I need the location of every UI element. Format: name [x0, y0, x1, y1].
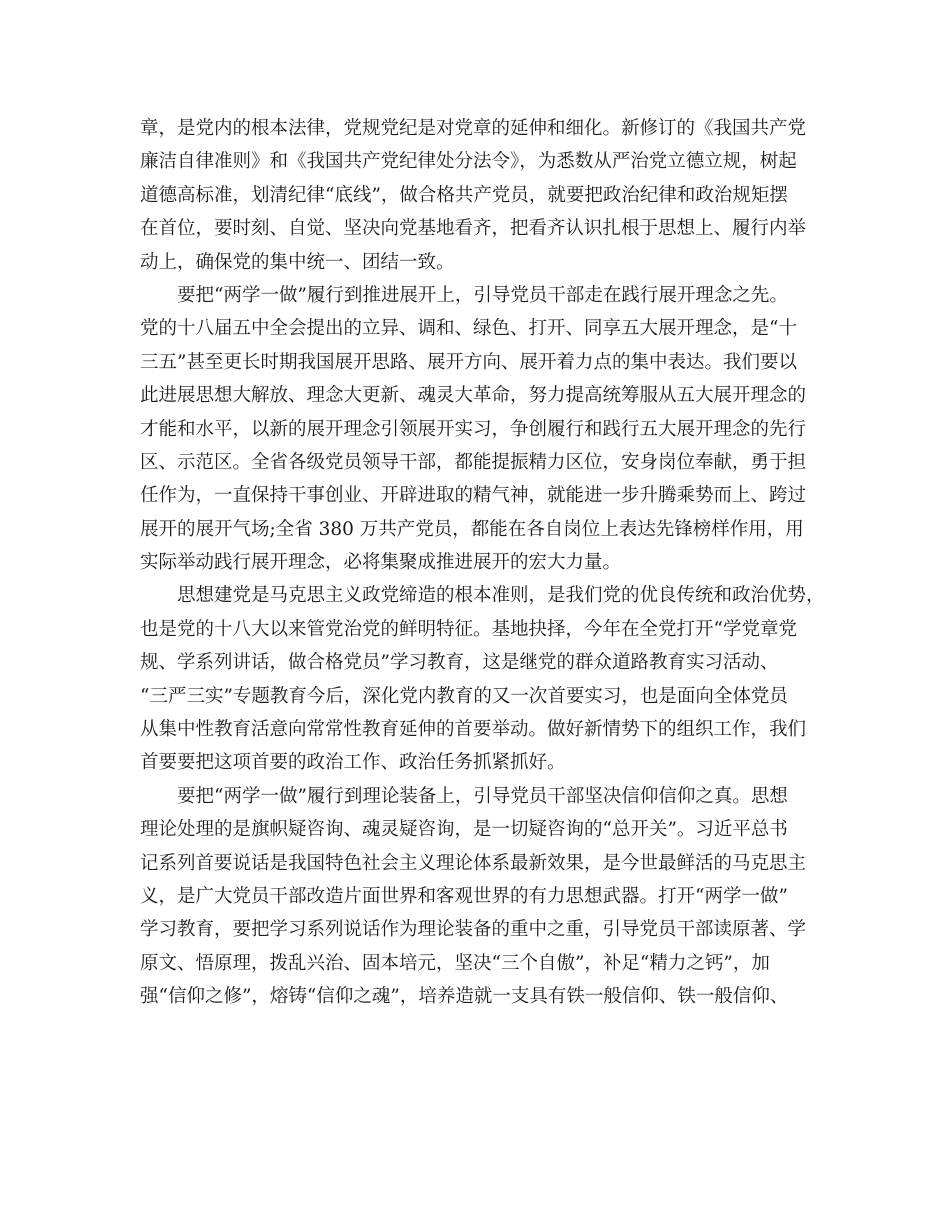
text-line: “三严三实”专题教育今后，深化党内教育的又一次首要实习，也是面向全体党员 [140, 685, 788, 707]
text-line: 道德高标准，划清纪律“底线”，做合格共产党员，就要把政治纪律和政治规矩摆 [140, 184, 788, 206]
text-line: 廉洁自律准则》和《我国共产党纪律处分法令》，为悉数从严治党立德立规，树起 [140, 151, 797, 173]
text-line: 章，是党内的根本法律，党规党纪是对党章的延伸和细化。新修订的《我国共产党 [140, 118, 807, 139]
body-text [140, 112, 825, 1014]
text-line: 要把“两学一做”履行到理论装备上，引导党员干部坚决信仰信仰之真。思想 [177, 785, 788, 807]
text-line: 区、示范区。全省各级党员领导干部，都能提振精力区位，安身岗位奉献，勇于担 [140, 451, 807, 473]
text-line: 动上，确保党的集中统一、团结一致。 [140, 251, 455, 273]
text-line: 强“信仰之修”，熔铸“信仰之魂”，培养造就一支具有铁一般信仰、铁一般信仰、 [140, 986, 789, 1008]
text-line: 任作为，一直保持干事创业、开辟进取的精气神，就能进一步升腾乘势而上、跨过 [140, 485, 807, 507]
text-line: 从集中性教育活意向常常性教育延伸的首要举动。做好新情势下的组织工作，我们 [140, 719, 807, 741]
text-line: 展开的展开气场;全省 380 万共产党员，都能在各自岗位上表达先锋榜样作用，用 [140, 518, 804, 540]
text-line: 首要要把这项首要的政治工作、政治任务抓紧抓好。 [140, 752, 566, 774]
text-line: 原文、悟原理，拨乱兴治、固本培元，坚决“三个自傲”，补足“精力之钙”，加 [140, 952, 770, 974]
text-line: 理论处理的是旗帜疑咨询、魂灵疑咨询，是一切疑咨询的“总开关”。习近平总书 [140, 819, 788, 841]
text-line: 学习教育，要把学习系列说话作为理论装备的重中之重，引导党员干部读原著、学 [140, 919, 807, 941]
text-line: 此进展思想大解放、理念大更新、魂灵大革命，努力提高统筹服从五大展开理念的 [140, 385, 807, 407]
text-line: 思想建党是马克思主义政党缔造的根本准则，是我们党的优良传统和政治优势， [177, 585, 825, 607]
text-line: 三五”甚至更长时期我国展开思路、展开方向、展开着力点的集中表达。我们要以 [140, 351, 797, 373]
text-line: 实际举动践行展开理念，必将集聚成推进展开的宏大力量。 [140, 552, 622, 574]
text-line: 记系列首要说话是我国特色社会主义理论体系最新效果，是今世最鲜活的马克思主 [140, 852, 807, 874]
text-line: 党的十八届五中全会提出的立异、调和、绿色、打开、同享五大展开理念，是“十 [140, 318, 797, 340]
text-line: 才能和水平，以新的展开理念引领展开实习，争创履行和践行五大展开理念的先行 [140, 418, 807, 440]
text-line: 义，是广大党员干部改造片面世界和客观世界的有力思想武器。打开“两学一做” [140, 885, 788, 907]
text-line: 在首位，要时刻、自觉、坚决向党基地看齐，把看齐认识扎根于思想上、履行内举 [140, 218, 807, 240]
text-line: 要把“两学一做”履行到推进展开上，引导党员干部走在践行展开理念之先。 [177, 284, 788, 306]
text-line: 规、学系列讲话，做合格党员”学习教育，这是继党的群众道路教育实习活动、 [140, 652, 779, 674]
text-line: 也是党的十八大以来管党治党的鲜明特征。基地抉择，今年在全党打开“学党章党 [140, 618, 797, 640]
